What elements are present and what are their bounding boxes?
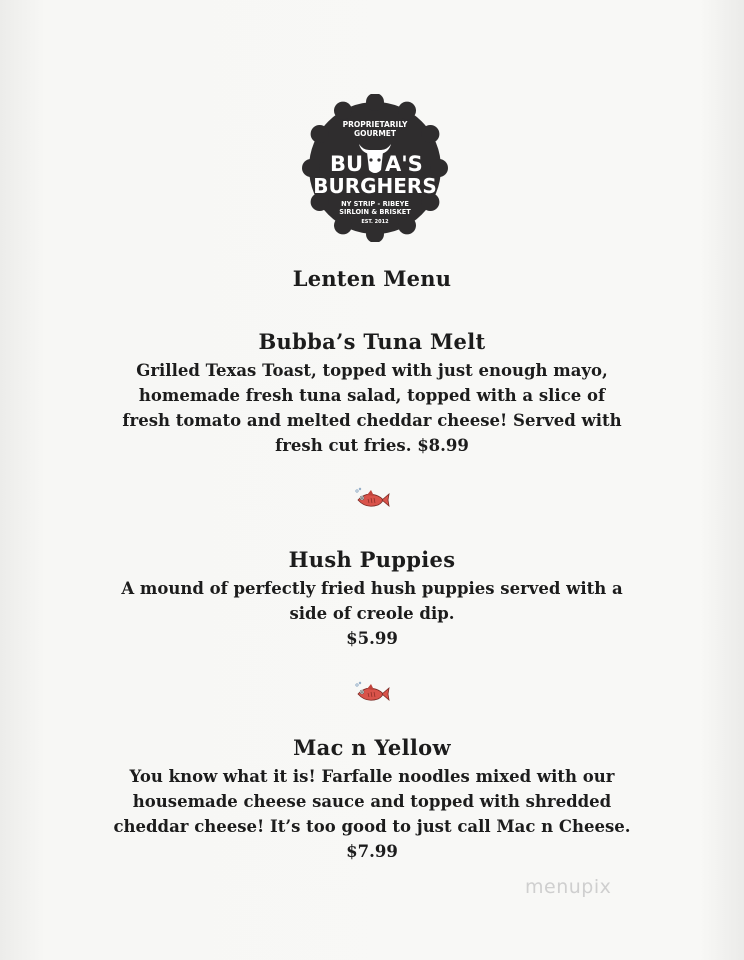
svg-text:EST. 2012: EST. 2012: [361, 219, 389, 225]
item-description-mac-n-yellow: [0, 764, 744, 864]
item-title-hush-puppies: Hush Puppies: [288, 547, 456, 572]
item-description-tuna-melt: [0, 358, 744, 458]
svg-text:SIRLOIN & BRISKET: SIRLOIN & BRISKET: [339, 208, 411, 216]
svg-text:A'S: A'S: [385, 152, 423, 176]
svg-text:PROPRIETARILY: PROPRIETARILY: [342, 120, 408, 129]
menu-heading: Lenten Menu: [292, 266, 452, 291]
description-line: Grilled Texas Toast, topped with just enough mayo,: [136, 361, 608, 380]
description-line: fresh cut fries. $8.99: [275, 436, 469, 455]
description-line: homemade fresh tuna salad, topped with a slice of: [138, 386, 606, 405]
description-line: cheddar cheese! It’s too good to just call Mac n Cheese.: [113, 817, 631, 836]
svg-text:NY STRIP - RIBEYE: NY STRIP - RIBEYE: [341, 200, 409, 208]
item-title-tuna-melt: Bubba’s Tuna Melt: [258, 329, 486, 354]
description-line: You know what it is! Farfalle noodles mixed with our: [129, 767, 615, 786]
bubbas-burghers-logo: [301, 94, 449, 242]
logo-badge: [301, 94, 449, 242]
description-line: $7.99: [346, 842, 398, 861]
svg-text:GOURMET: GOURMET: [353, 129, 397, 138]
description-line: fresh tomato and melted cheddar cheese! Served with: [122, 411, 622, 430]
item-title-mac-n-yellow: Mac n Yellow: [293, 735, 451, 760]
menupix-watermark: menupix: [525, 876, 612, 898]
description-line: side of creole dip.: [289, 604, 455, 623]
fish-icon: [352, 681, 390, 705]
svg-text:BU: BU: [329, 152, 363, 176]
fish-icon: [352, 487, 390, 511]
svg-text:BURGHERS: BURGHERS: [313, 174, 437, 198]
item-description-hush-puppies: [0, 576, 744, 651]
description-line: A mound of perfectly fried hush puppies served with a: [121, 579, 623, 598]
description-line: $5.99: [346, 629, 398, 648]
description-line: housemade cheese sauce and topped with shredded: [132, 792, 612, 811]
